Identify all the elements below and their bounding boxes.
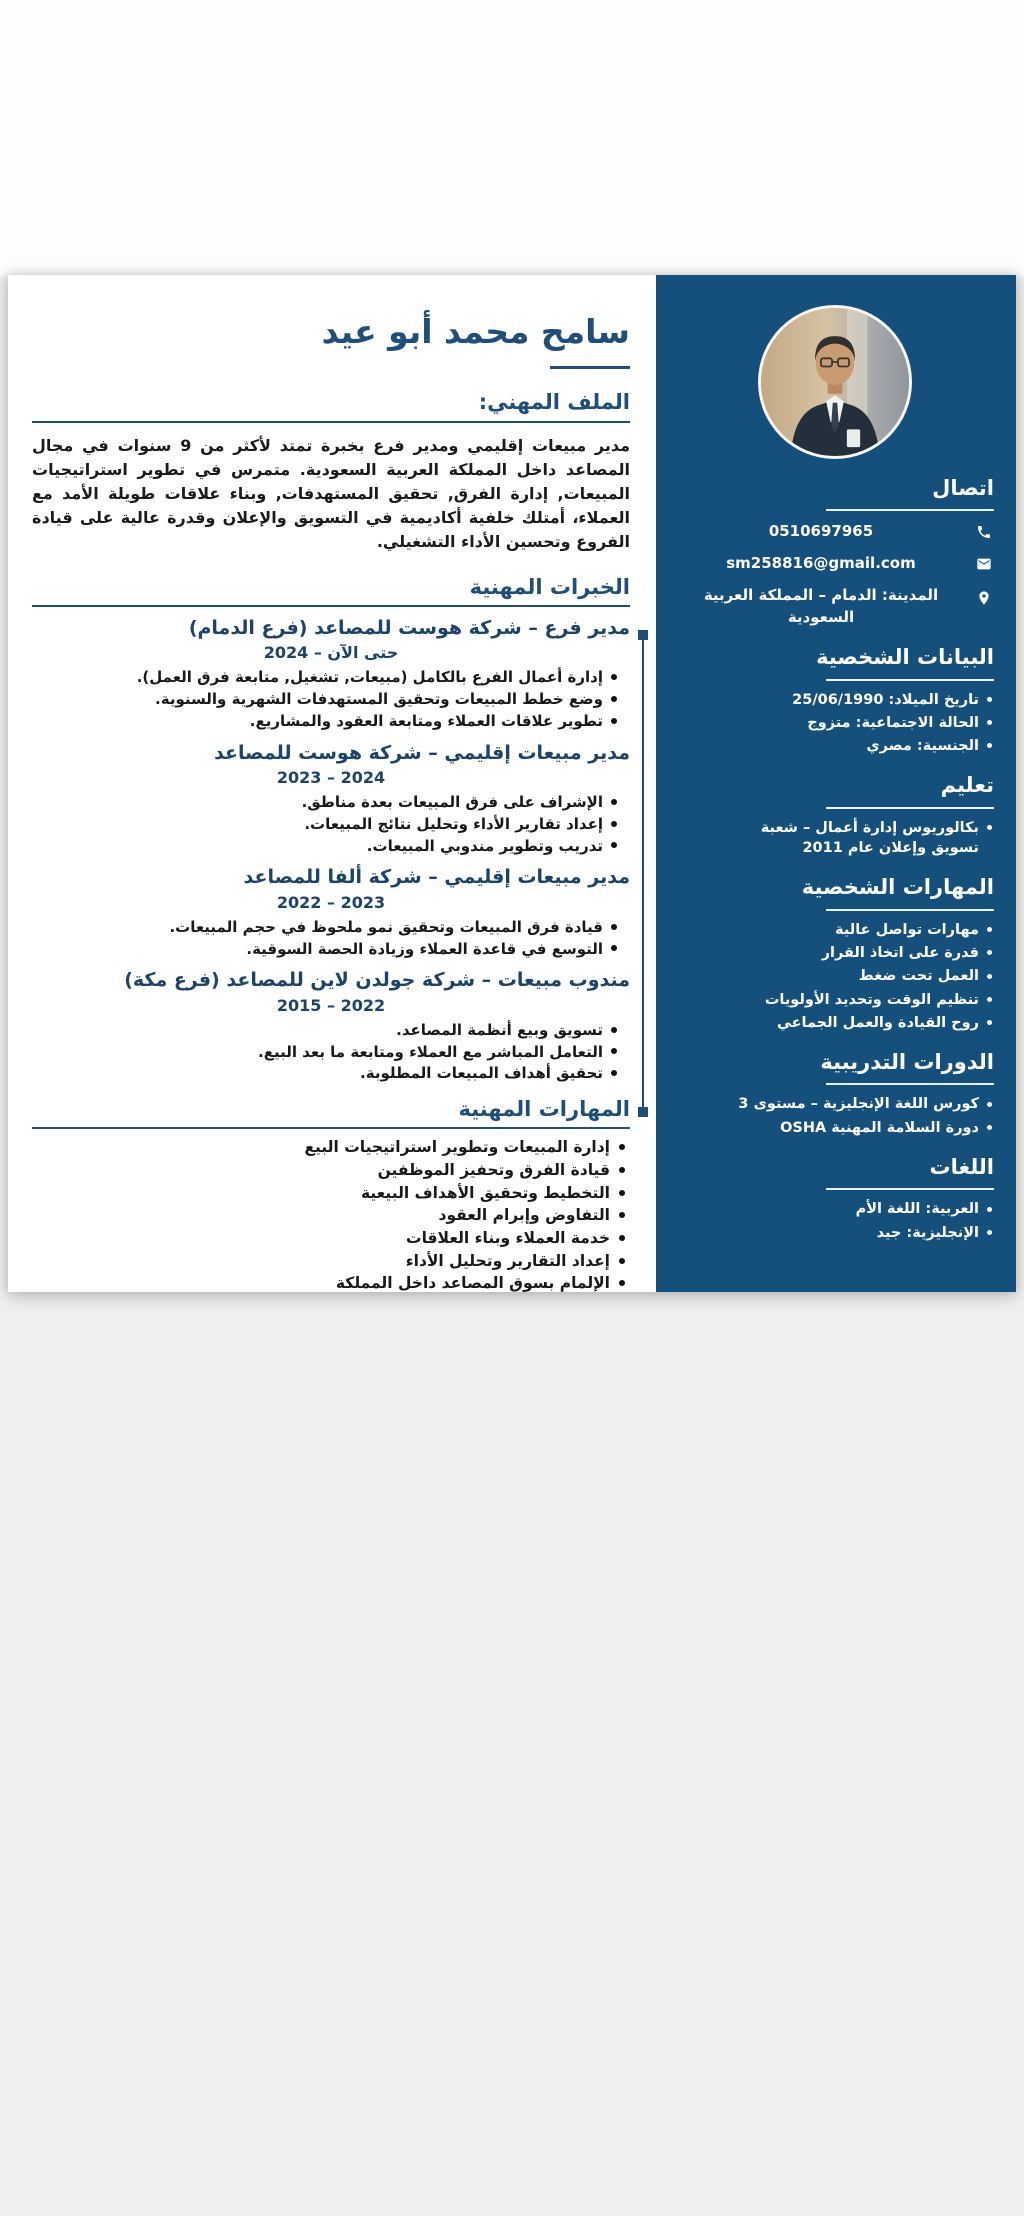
skill-item: التخطيط وتحقيق الأهداف البيعية (32, 1183, 626, 1205)
phone-number: 0510697965 (768, 522, 874, 541)
job-bullet: تدريب وتطوير مندوبي المبيعات. (32, 836, 618, 857)
job-period: 2024 – حتى الآن (263, 643, 399, 663)
skills-heading-wrap (32, 1096, 630, 1129)
languages-heading: اللغات (929, 1155, 994, 1180)
job-bullets (32, 1020, 630, 1084)
candidate-name: سامح محمد أبو عيد (321, 312, 630, 351)
job-bullet: تسويق وبيع أنظمة المصاعد. (32, 1020, 618, 1041)
profile-summary: مدير مبيعات إقليمي ومدير فرع بخبرة تمتد لأكثر من 9 سنوات في مجال المصاعد داخل المملكة العربية السعودية. متمرس في تطوير استراتيجيات المبيعات, إدارة الفرق, تحقيق المستهدفات, وبناء علاقات طويلة الأمد مع العملاء، أمتلك خلفية أكاديمية في التسويق والإعلان وقدرة عالية على قيادة الفروع وتحسين الأداء التشغيلي. (32, 435, 630, 551)
skill-item: الإلمام بسوق المصاعد داخل المملكة (32, 1273, 626, 1292)
skills-heading: المهارات المهنية (458, 1096, 630, 1121)
job-period: 2023 – 2024 (276, 768, 386, 788)
job-bullet: إعداد تقارير الأداء وتحليل نتائج المبيعات. (32, 814, 618, 835)
list-item: كورس اللغة الإنجليزية – مستوى 3 (722, 1094, 994, 1114)
professional-skills-list (32, 1137, 630, 1292)
languages-heading-rule (826, 1188, 994, 1190)
profile-heading-wrap (32, 389, 630, 422)
job-period: 2022 – 2023 (276, 892, 386, 912)
job-bullets (32, 917, 630, 959)
skill-item: خدمة العملاء وبناء العلاقات (32, 1228, 626, 1250)
contact-phone-row (676, 521, 994, 543)
courses-section (676, 1049, 994, 1138)
job-bullet: إدارة أعمال الفرع بالكامل (مبيعات, تشغيل, متابعة فرق العمل). (32, 667, 618, 688)
job-bullet: تطوير علاقات العملاء ومتابعة العقود والمشاريع. (32, 711, 618, 732)
skill-item: التفاوض وإبرام العقود (32, 1205, 626, 1227)
phone-icon (974, 522, 994, 542)
personal-data-list (676, 690, 994, 757)
education-heading: تعليم (940, 773, 994, 798)
experience-heading-wrap (32, 574, 630, 607)
personal-data-section (676, 644, 994, 756)
personal-skills-list (676, 920, 994, 1033)
location-pin-icon (974, 588, 994, 608)
job-entry (32, 968, 630, 1084)
person-photo-illustration (761, 308, 909, 456)
job-entry (32, 741, 630, 857)
contact-section (676, 475, 994, 628)
job-bullet: التوسع في قاعدة العملاء وزيادة الحصة السوقية. (32, 939, 618, 960)
courses-heading: الدورات التدريبية (820, 1050, 994, 1075)
education-section (676, 772, 994, 858)
main-column (8, 275, 656, 1292)
job-entry (32, 865, 630, 959)
sidebar (656, 275, 1016, 1292)
skill-item: قيادة الفرق وتحفيز الموظفين (32, 1160, 626, 1182)
list-item: الإنجليزية: جيد (722, 1223, 994, 1243)
job-title: مندوب مبيعات – شركة جولدن لاين للمصاعد (فرع مكة) (124, 969, 630, 992)
personal-data-heading: البيانات الشخصية (816, 645, 994, 670)
list-item: الجنسية: مصري (722, 736, 994, 756)
list-item: الحالة الاجتماعية: متزوج (722, 713, 994, 733)
contact-heading-rule (826, 509, 994, 511)
resume-document (8, 275, 1016, 1292)
experience-timeline-line (642, 636, 645, 1113)
list-item: تنظيم الوقت وتحديد الأولويات (722, 990, 994, 1010)
contact-email-row (676, 553, 994, 575)
skill-item: إدارة المبيعات وتطوير استراتيجيات البيع (32, 1137, 626, 1159)
list-item: روح القيادة والعمل الجماعي (722, 1013, 994, 1033)
courses-heading-rule (826, 1083, 994, 1085)
job-entry (32, 616, 630, 732)
list-item: قدرة على اتخاذ القرار (722, 943, 994, 963)
experience-heading: الخبرات المهنية (469, 574, 630, 599)
profile-photo (758, 305, 912, 459)
email-address: sm258816@gmail.com (726, 554, 916, 573)
job-title: مدير فرع – شركة هوست للمصاعد (فرع الدمام) (188, 616, 630, 639)
experience-timeline (32, 616, 630, 1129)
job-bullet: التعامل المباشر مع العملاء ومتابعة ما بعد البيع. (32, 1042, 618, 1063)
job-bullet: وضع خطط المبيعات وتحقيق المستهدفات الشهرية والسنوية. (32, 689, 618, 710)
job-bullets (32, 667, 630, 731)
list-item: العمل تحت ضغط (722, 966, 994, 986)
education-heading-rule (826, 807, 994, 809)
job-title: مدير مبيعات إقليمي – شركة ألفا للمصاعد (243, 866, 630, 889)
personal-data-heading-rule (826, 679, 994, 681)
job-bullet: تحقيق أهداف المبيعات المطلوبة. (32, 1063, 618, 1084)
list-item: العربية: اللغة الأم (722, 1199, 994, 1219)
profile-photo-wrap (676, 305, 994, 459)
job-bullet: قيادة فرق المبيعات وتحقيق نمو ملحوظ في حجم المبيعات. (32, 917, 618, 938)
personal-skills-section (676, 874, 994, 1033)
profile-heading: الملف المهني: (478, 390, 630, 415)
contact-location-row (676, 585, 994, 629)
contact-heading: اتصال (932, 476, 994, 500)
job-title: مدير مبيعات إقليمي – شركة هوست للمصاعد (214, 741, 630, 764)
education-list (676, 818, 994, 859)
list-item: مهارات تواصل عالية (722, 920, 994, 940)
languages-section (676, 1154, 994, 1243)
timeline-top-marker (638, 630, 648, 640)
courses-list (676, 1094, 994, 1138)
list-item: بكالوريوس إدارة أعمال – شعبة تسويق وإعلان عام 2011 (722, 818, 994, 859)
name-underline (550, 366, 630, 369)
personal-skills-heading: المهارات الشخصية (801, 875, 994, 900)
timeline-bottom-marker (638, 1107, 648, 1117)
languages-list (676, 1199, 994, 1243)
skill-item: إعداد التقارير وتحليل الأداء (32, 1251, 626, 1273)
job-period: 2015 – 2022 (276, 995, 386, 1015)
list-item: دورة السلامة المهنية OSHA (722, 1118, 994, 1138)
job-bullets (32, 792, 630, 856)
job-bullet: الإشراف على فرق المبيعات بعدة مناطق. (32, 792, 618, 813)
location-text: المدينة: الدمام – المملكة العربية السعودية (703, 585, 939, 626)
list-item: تاريخ الميلاد: 25/06/1990 (722, 690, 994, 710)
personal-skills-heading-rule (826, 909, 994, 911)
email-icon (974, 554, 994, 574)
